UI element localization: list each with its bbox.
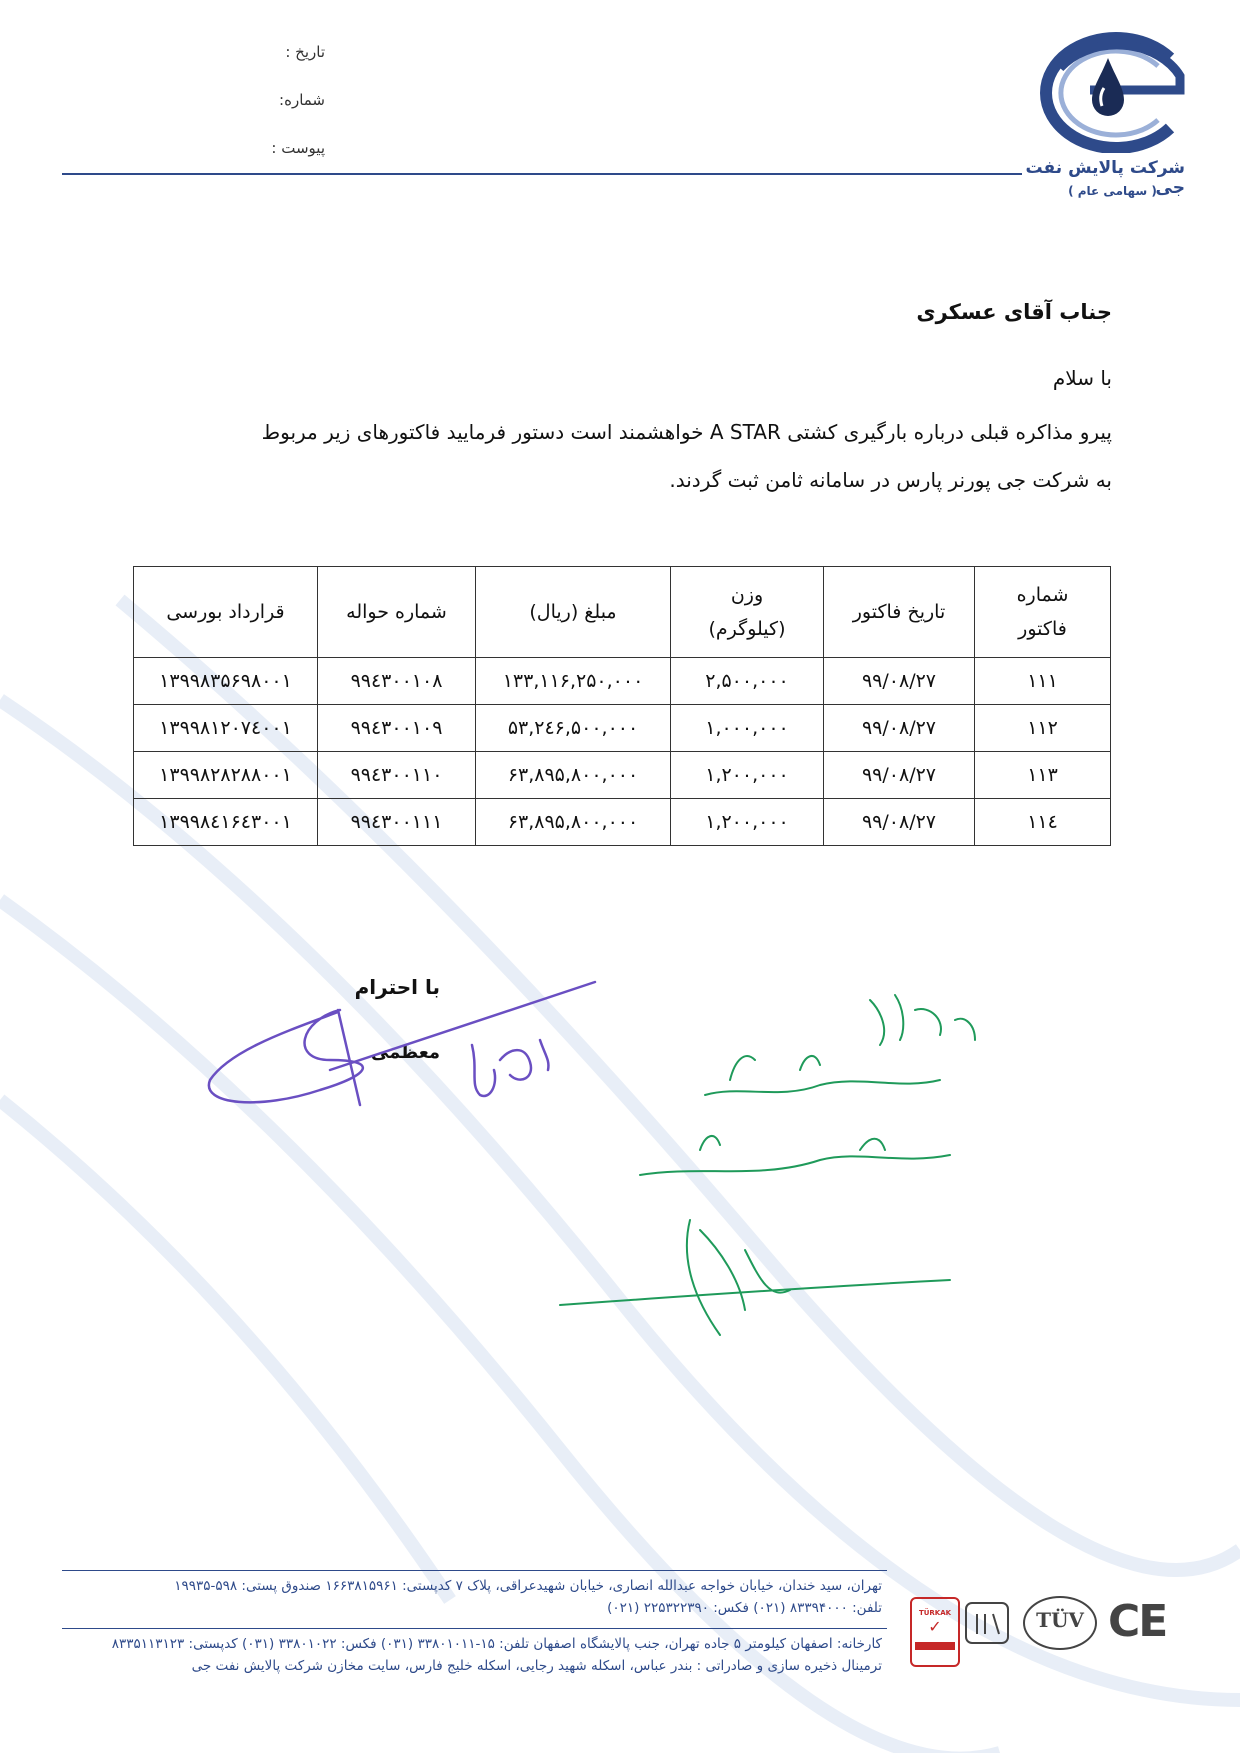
cell-date: ۹۹/۰۸/۲۷ — [824, 799, 975, 846]
attachment-label: پیوست : — [271, 139, 325, 157]
purple-signature — [209, 982, 595, 1105]
cell-weight: ۱,۲۰۰,۰۰۰ — [671, 799, 824, 846]
cell-invoice-no: ۱۱۱ — [975, 658, 1111, 705]
closing-regards: با احترام — [354, 975, 440, 999]
cell-amount: ۵۳,۲٤۶,۵۰۰,۰۰۰ — [476, 705, 671, 752]
turkak-label: TÜRKAK — [918, 1609, 952, 1617]
date-label: تاریخ : — [285, 43, 325, 61]
cell-weight: ۲,۵۰۰,۰۰۰ — [671, 658, 824, 705]
addressee: جناب آقای عسکری — [916, 300, 1112, 324]
col-invoice-no-line2: فاکتور — [1018, 618, 1067, 640]
cell-amount: ۱۳۳,۱۱۶,۲۵۰,۰۰۰ — [476, 658, 671, 705]
col-remittance: شماره حواله — [318, 567, 476, 658]
tuv-mark — [1023, 1596, 1097, 1650]
cell-remittance: ۹۹٤۳۰۰۱۰۹ — [318, 705, 476, 752]
cell-contract: ۱۳۹۹۸٤۱۶٤۳۰۰۱ — [134, 799, 318, 846]
cell-contract: ۱۳۹۹۸۱۲۰۷٤۰۰۱ — [134, 705, 318, 752]
cell-invoice-no: ۱۱۳ — [975, 752, 1111, 799]
standard-mark-icon — [963, 1600, 1011, 1646]
cell-weight: ۱,۲۰۰,۰۰۰ — [671, 752, 824, 799]
check-icon: ✓ — [928, 1617, 942, 1636]
cell-amount: ۶۳,۸۹۵,۸۰۰,۰۰۰ — [476, 799, 671, 846]
col-invoice-no-line1: شماره — [1016, 584, 1069, 606]
number-label: شماره: — [279, 91, 325, 109]
cell-contract: ۱۳۹۹۸۳۵۶۹۸۰۰۱ — [134, 658, 318, 705]
footer-address-line2: تلفن: ۸۳۳۹۴۰۰۰ (۰۲۱) فکس: ۲۲۵۳۲۲۳۹۰ (۰۲۱) — [607, 1600, 882, 1616]
letter-line-2: به شرکت جی پورنر پارس در سامانه ثامن ثبت گردند. — [669, 468, 1112, 492]
green-annotation — [560, 995, 975, 1335]
cell-date: ۹۹/۰۸/۲۷ — [824, 658, 975, 705]
cell-date: ۹۹/۰۸/۲۷ — [824, 752, 975, 799]
cell-remittance: ۹۹٤۳۰۰۱۰۸ — [318, 658, 476, 705]
footer-divider-bottom — [62, 1628, 887, 1629]
cell-remittance: ۹۹٤۳۰۰۱۱۱ — [318, 799, 476, 846]
greeting: با سلام — [1052, 366, 1112, 390]
cell-invoice-no: ۱۱۲ — [975, 705, 1111, 752]
col-weight-line2: (کیلوگرم) — [708, 618, 786, 640]
footer-terminal-line: ترمینال ذخیره سازی و صادراتی : بندر عباس، اسکله شهید رجایی، اسکله خلیج فارس، سایت مخازن شرکت پالایش نفت جی — [191, 1658, 882, 1674]
footer-address-line1: تهران، سید خندان، خیابان خواجه عبدالله انصاری، خیابان شهیدعراقی، پلاک ۷ کدپستی: ۱۶۶۳۸۱۵۹۶۱ صندوق پستی: ۵۹۸-۱۹۹۳۵ — [174, 1578, 882, 1594]
ce-mark: CE — [1108, 1596, 1167, 1647]
signer-name: معظمی — [370, 1042, 440, 1063]
footer-factory — [62, 1633, 882, 1677]
col-contract: قرارداد بورسی — [134, 567, 318, 658]
cell-date: ۹۹/۰۸/۲۷ — [824, 705, 975, 752]
turkak-badge — [910, 1597, 960, 1667]
cell-amount: ۶۳,۸۹۵,۸۰۰,۰۰۰ — [476, 752, 671, 799]
footer-divider-top — [62, 1570, 887, 1571]
turkak-stripe — [915, 1642, 955, 1650]
footer-address — [62, 1575, 882, 1619]
company-name: شرکت پالایش نفت جی — [1025, 158, 1185, 198]
cell-remittance: ۹۹٤۳۰۰۱۱۰ — [318, 752, 476, 799]
cell-invoice-no: ۱۱٤ — [975, 799, 1111, 846]
cell-weight: ۱,۰۰۰,۰۰۰ — [671, 705, 824, 752]
footer-factory-line: کارخانه: اصفهان کیلومتر ۵ جاده تهران، جنب پالایشگاه اصفهان تلفن: ۱۵-۳۳۸۰۱۰۱۱ (۰۳۱) فکس: ۳۳۸۰۱۰۲۲ (۰۳۱) کدپستی: ۸۳۳۵۱۱۳۱۲۳ — [111, 1636, 882, 1652]
col-invoice-date: تاریخ فاکتور — [824, 567, 975, 658]
col-weight-line1: وزن — [730, 584, 764, 606]
cell-contract: ۱۳۹۹۸۲۸۲۸۸۰۰۱ — [134, 752, 318, 799]
col-amount: مبلغ (ریال) — [476, 567, 671, 658]
tuv-label: TÜV — [1036, 1608, 1084, 1632]
company-type: ( سهامی عام ) — [1068, 184, 1157, 198]
letter-line-1: پیرو مذاکره قبلی درباره بارگیری کشتی A STAR خواهشمند است دستور فرمایید فاکتورهای زیر مربوط — [261, 420, 1112, 444]
